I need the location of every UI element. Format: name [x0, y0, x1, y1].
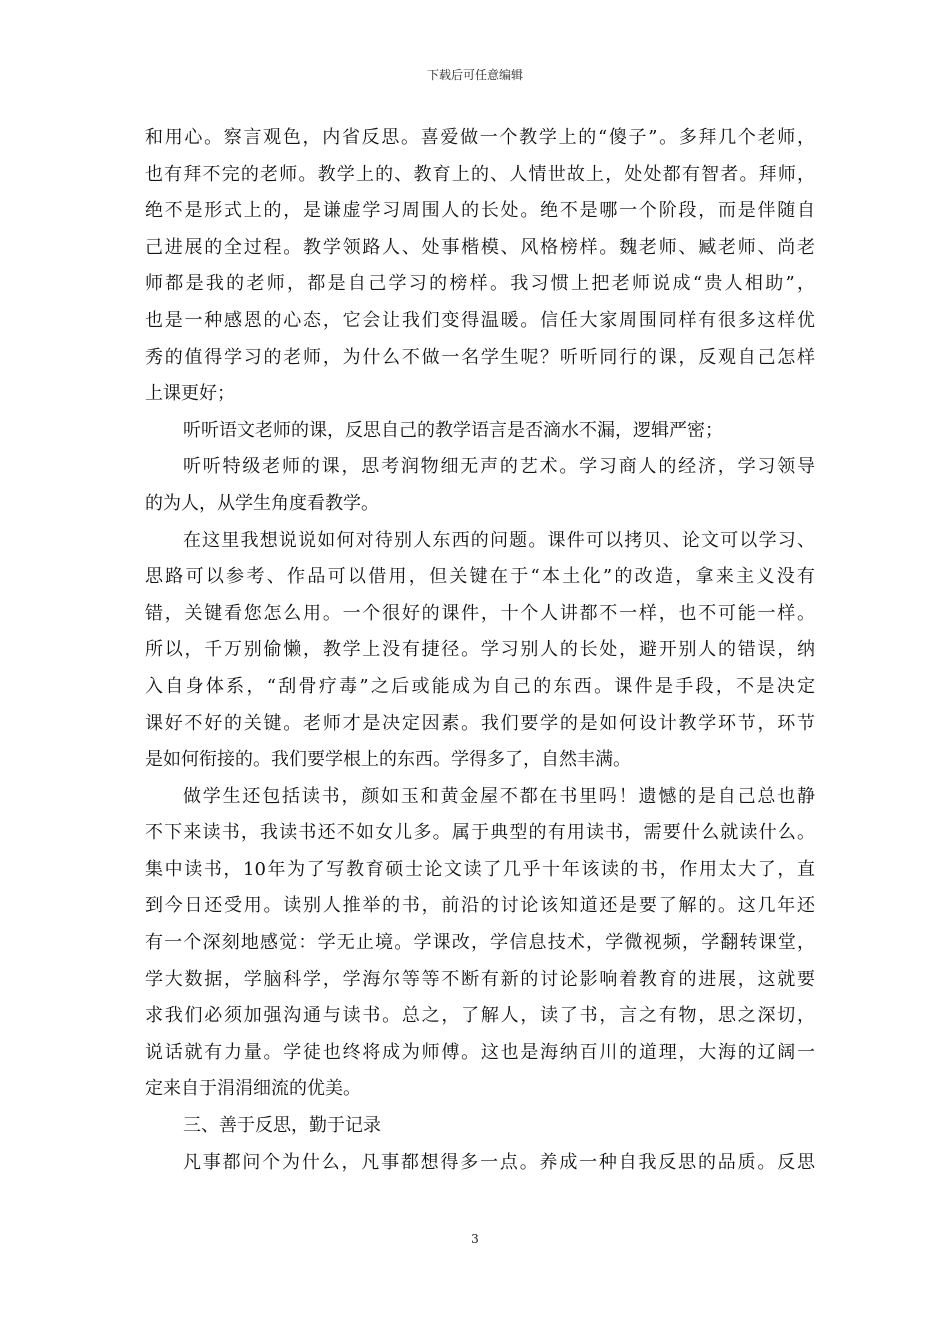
text-line: 秀的值得学习的老师，为什么不做一名学生呢？听听同行的课，反观自己怎样 [145, 346, 815, 368]
text-line: 到今日还受用。读别人推举的书，前沿的讨论该知道还是要了解的。这几年还 [145, 895, 815, 917]
text-line: 求我们必须加强沟通与读书。总之，了解人，读了书，言之有物，思之深切， [145, 1005, 815, 1027]
text-line: 己进展的全过程。教学领路人、处事楷模、风格榜样。魏老师、臧老师、尚老 [145, 236, 815, 258]
text-line: 学大数据，学脑科学，学海尔等等不断有新的讨论影响着教育的进展，这就要 [145, 968, 815, 990]
page-number: 3 [471, 1232, 479, 1246]
body-text [145, 120, 815, 1181]
text-line: 听听语文老师的课，反思自己的教学语言是否滴水不漏，逻辑严密； [183, 419, 723, 441]
text-line: 思路可以参考、作品可以借用，但关键在于“本土化”的改造，拿来主义没有 [145, 566, 815, 588]
text-line: 定来自于涓涓细流的优美。 [145, 1078, 361, 1100]
text-line: 说话就有力量。学徒也终将成为师傅。这也是海纳百川的道理，大海的辽阔一 [145, 1041, 815, 1063]
text-line: 不下来读书，我读书还不如女儿多。属于典型的有用读书，需要什么就读什么。 [145, 822, 815, 844]
text-line: 和用心。察言观色，内省反思。喜爱做一个教学上的“傻子”。多拜几个老师， [145, 127, 815, 148]
text-line: 做学生还包括读书，颜如玉和黄金屋不都在书里吗！遗憾的是自己总也静 [183, 785, 815, 807]
text-line: 凡事都问个为什么，凡事都想得多一点。养成一种自我反思的品质。反思 [183, 1151, 815, 1173]
text-line: 在这里我想说说如何对待别人东西的问题。课件可以拷贝、论文可以学习、 [183, 529, 815, 551]
text-line: 是如何衔接的。我们要学根上的东西。学得多了，自然丰满。 [145, 749, 631, 771]
text-line: 也有拜不完的老师。教学上的、教育上的、人情世故上，处处都有智者。拜师， [145, 163, 815, 185]
page-header: 下载后可任意编辑 [426, 68, 523, 82]
text-line: 错，关键看您怎么用。一个很好的课件，十个人讲都不一样，也不可能一样。 [145, 602, 815, 624]
text-line: 师都是我的老师，都是自己学习的榜样。我习惯上把老师说成“贵人相助”， [145, 273, 815, 295]
text-line: 三、善于反思，勤于记录 [183, 1115, 381, 1137]
text-line: 有一个深刻地感觉：学无止境。学课改，学信息技术，学微视频，学翻转课堂， [145, 932, 815, 954]
text-line: 课好不好的关键。老师才是决定因素。我们要学的是如何设计教学环节，环节 [145, 712, 815, 734]
text-line: 入自身体系，“刮骨疗毒”之后或能成为自己的东西。课件是手段，不是决定 [145, 675, 815, 697]
text-line: 也是一种感恩的心态，它会让我们变得温暖。信任大家周围同样有很多这样优 [145, 309, 815, 331]
text-line: 集中读书，10年为了写教育硕士论文读了几乎十年该读的书，作用太大了，直 [145, 858, 815, 880]
text-line: 绝不是形式上的，是谦虚学习周围人的长处。绝不是哪一个阶段，而是伴随自 [145, 200, 815, 222]
text-line: 听听特级老师的课，思考润物细无声的艺术。学习商人的经济，学习领导 [183, 456, 815, 478]
text-line: 上课更好； [145, 383, 235, 405]
text-line: 所以，千万别偷懒，教学上没有捷径。学习别人的长处，避开别人的错误，纳 [145, 639, 815, 661]
text-line: 的为人，从学生角度看教学。 [145, 492, 379, 514]
